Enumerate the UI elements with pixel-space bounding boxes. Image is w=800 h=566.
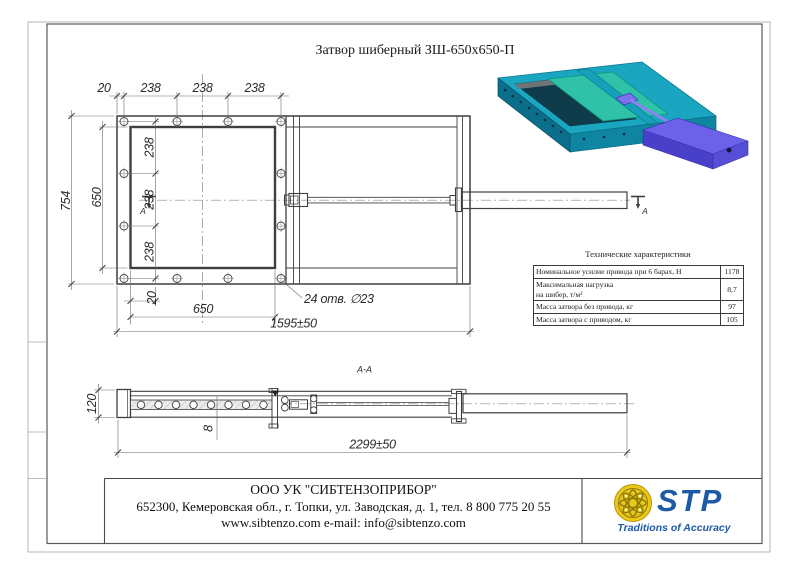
spec-label: Масса затвора без привода, кг xyxy=(536,302,634,311)
dim-bottom-offset: 20 xyxy=(145,291,159,305)
dim-hole-pitch-3: 238 xyxy=(244,81,265,95)
spec-label: Номинальное усилие привода при 6 барах, Н xyxy=(536,267,682,277)
spec-row xyxy=(534,278,743,300)
dim-holes-note: 24 отв. ∅23 xyxy=(304,292,374,306)
spec-row xyxy=(534,313,743,326)
dim-flange-height: 754 xyxy=(59,191,73,211)
side-view xyxy=(117,389,634,429)
drawing-title: Затвор шиберный ЗШ-650х650-П xyxy=(315,43,515,58)
spec-label: Масса затвора с приводом, кг xyxy=(536,314,632,324)
spec-row xyxy=(534,266,743,278)
dim-side-height: 120 xyxy=(85,394,99,414)
spec-table-title: Технические характеристики xyxy=(585,249,691,259)
dim-plate-thickness: 8 xyxy=(201,425,216,432)
side-left-cap xyxy=(117,390,131,418)
dim-overall-length: 1595±50 xyxy=(270,316,317,331)
side-cylinder xyxy=(463,394,627,413)
dim-opening-height: 650 xyxy=(90,187,104,208)
spec-value: 105 xyxy=(720,314,743,326)
dim-hole-pitch-v1: 238 xyxy=(142,137,157,158)
dim-hole-pitch-v2: 238 xyxy=(142,189,157,210)
side-view-dimensions xyxy=(85,365,631,459)
dim-hole-pitch-2: 238 xyxy=(192,81,213,95)
dim-hole-pitch-1: 238 xyxy=(140,81,161,95)
side-gate-bracket xyxy=(269,389,288,429)
spec-table xyxy=(533,265,744,326)
stp-logo-tagline: Traditions of Accuracy xyxy=(617,522,731,534)
side-stem-assembly xyxy=(290,395,450,414)
spec-label: Максимальная нагрузка xyxy=(536,280,614,290)
side-seal-strip xyxy=(131,400,273,410)
dim-top-edge-offset: 20 xyxy=(97,81,111,95)
company-name: ООО УК "СИБТЕНЗОПРИБОР" xyxy=(250,482,437,497)
company-address: 652300, Кемеровская обл., г. Топки, ул. Заводская, д. 1, тел. 8 800 775 20 55 xyxy=(136,499,551,514)
side-actuator xyxy=(449,389,627,423)
iso-render xyxy=(498,62,748,169)
spec-value: 1178 xyxy=(720,266,743,278)
dim-hole-pitch-v3: 238 xyxy=(142,242,157,262)
spec-value: 8,7 xyxy=(720,279,743,300)
stp-logo-text: STP xyxy=(657,483,724,518)
spec-row xyxy=(534,300,743,313)
company-contacts: www.sibtenzo.com e-mail: info@sibtenzo.com xyxy=(221,515,466,530)
stem-assembly xyxy=(285,188,628,212)
render-actuator-port xyxy=(727,148,732,153)
spec-value: 97 xyxy=(720,301,743,313)
section-letter-left: A xyxy=(140,206,146,216)
dim-opening-width: 650 xyxy=(193,302,213,316)
section-view-label: A-A xyxy=(356,364,373,375)
company-info xyxy=(106,481,581,531)
stp-logo-emblem xyxy=(615,485,652,522)
spec-label-line2: на шибер, т/м² xyxy=(536,289,583,299)
section-letter-right: A xyxy=(642,206,648,216)
dim-side-overall-length: 2299±50 xyxy=(349,437,396,452)
